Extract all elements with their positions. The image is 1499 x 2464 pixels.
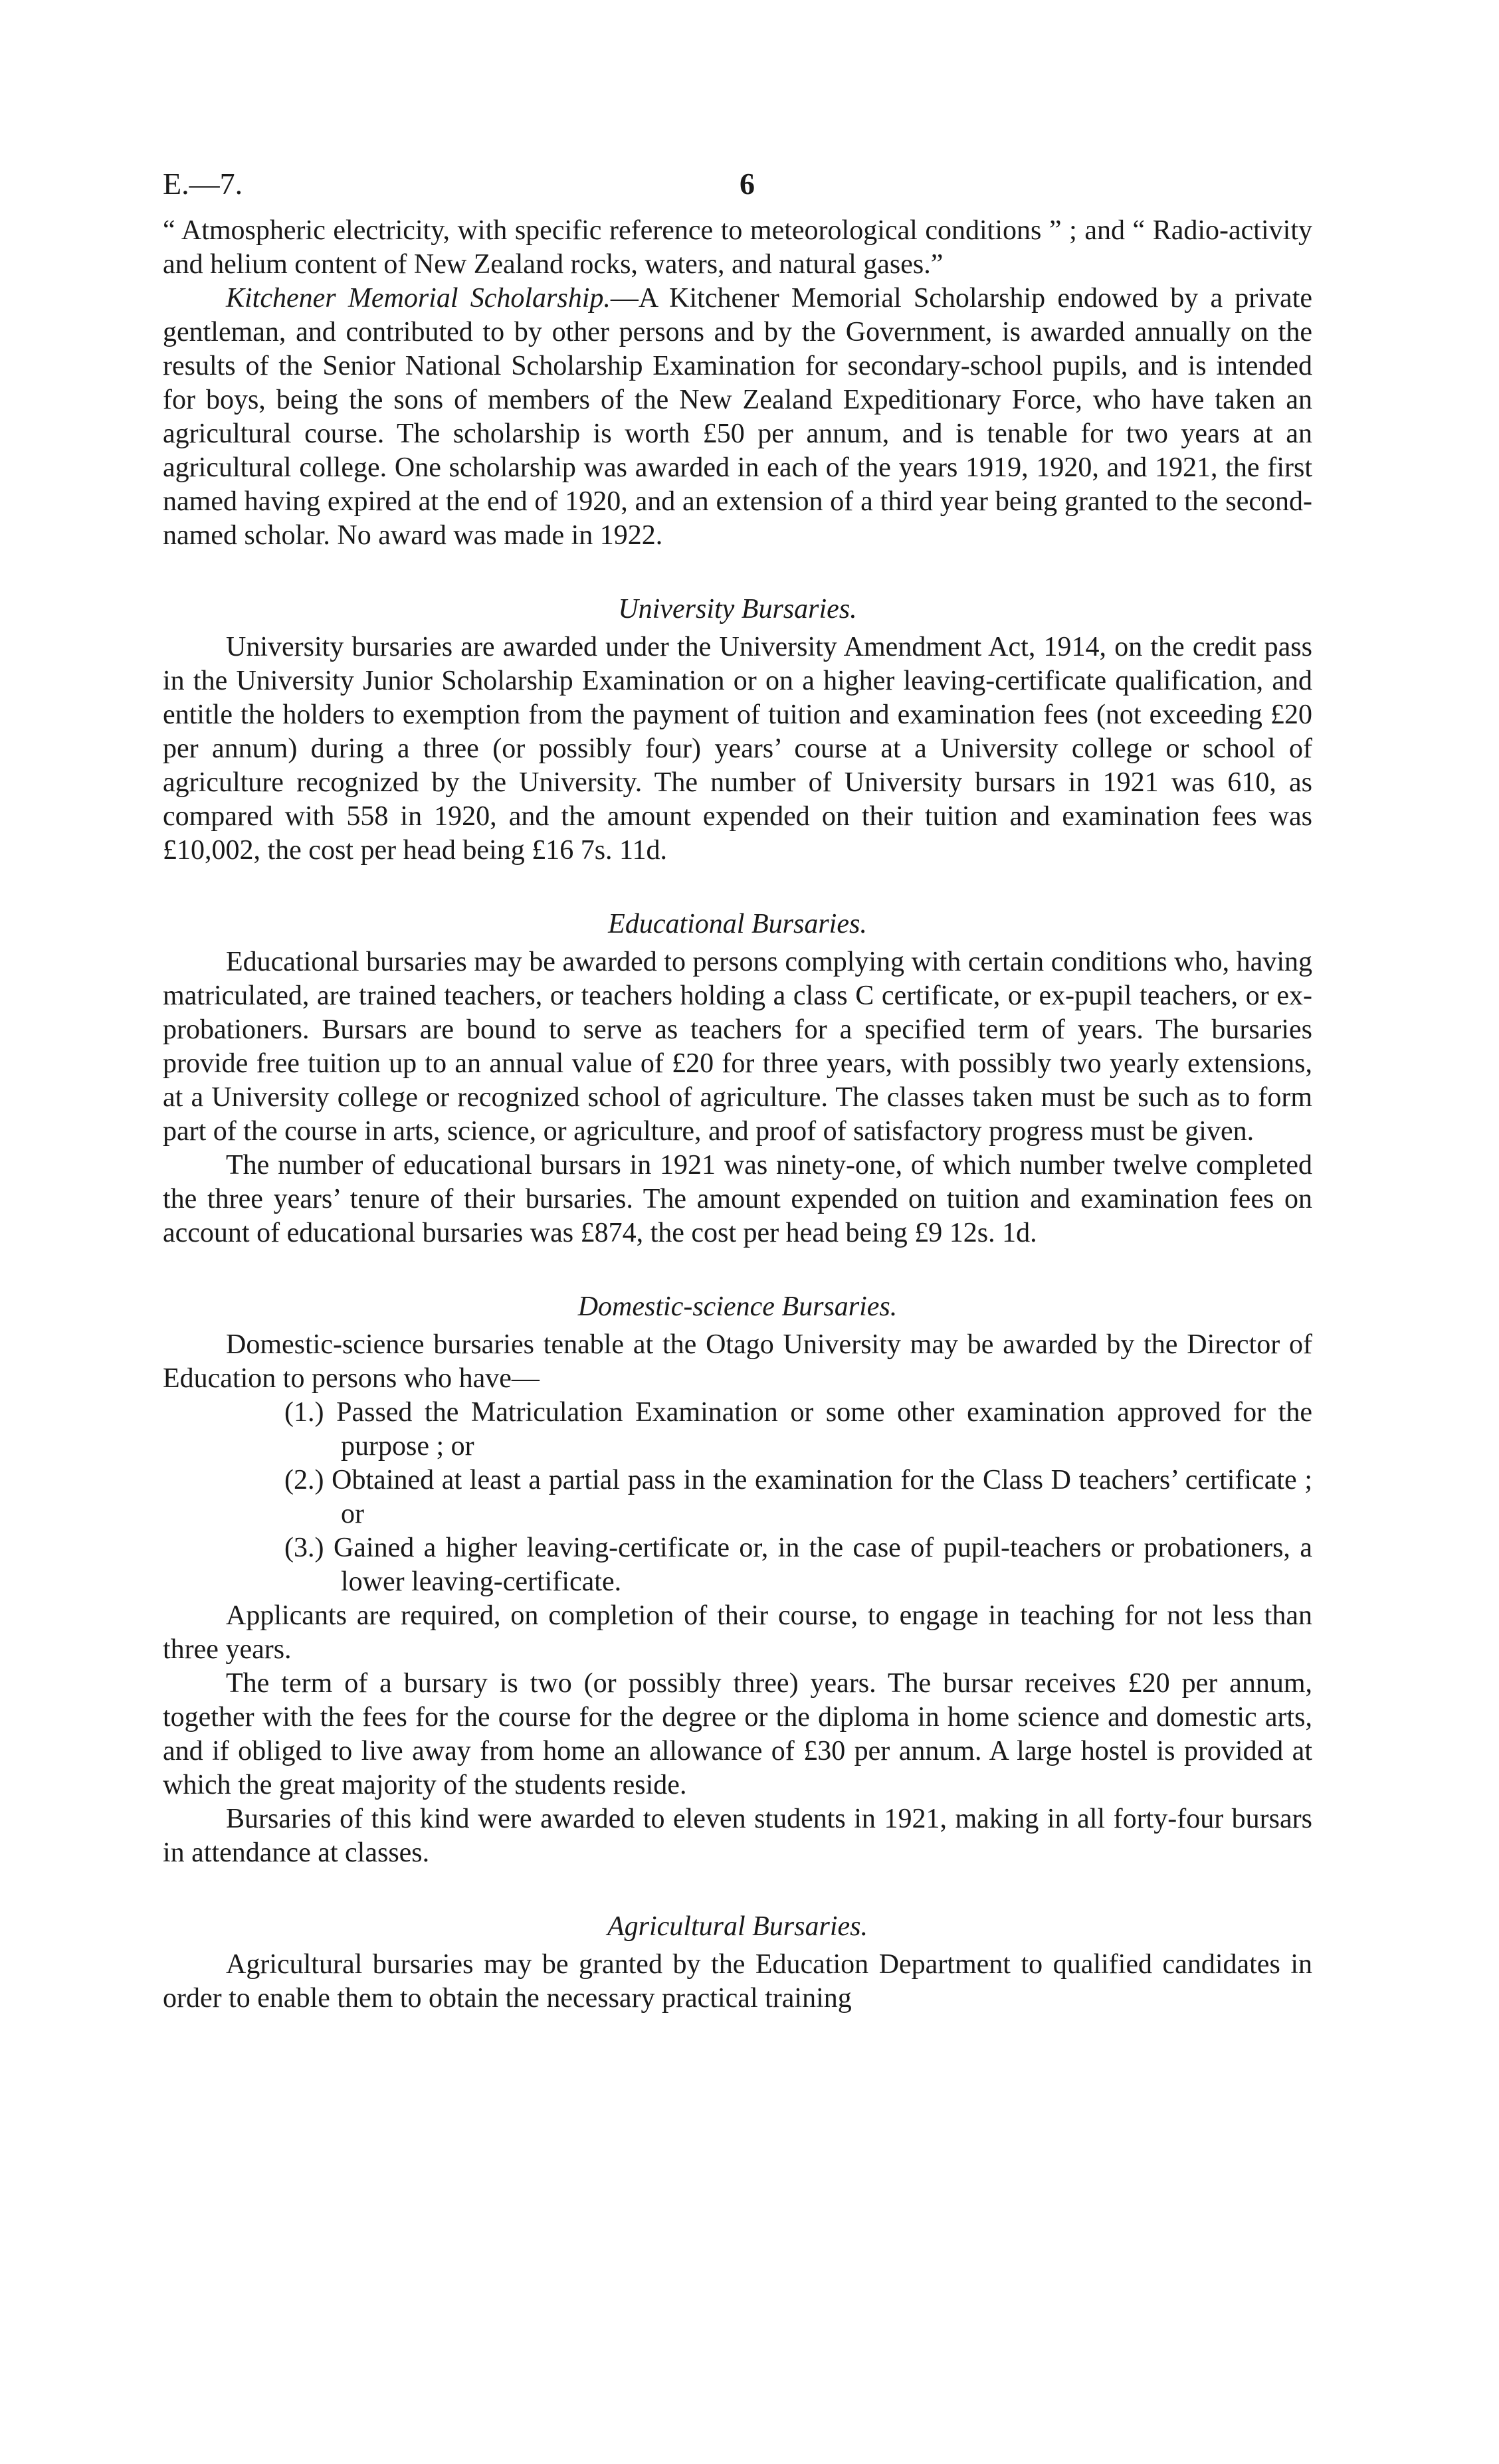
kitchener-title: Kitchener Memorial Scholarship. [226, 283, 611, 314]
list-item [163, 1396, 1312, 1464]
condition-number: (3.) [284, 1533, 324, 1563]
educational-paragraph-1: Educational bursaries may be awarded to persons complying with certain conditions who, having matriculated, are trained teachers, or teachers holding a class C certificate, or ex-pupil teachers, or ex-probationers. Bursars are bound to serve as teachers for a specified term of years. The bursaries provide free tuition up to an annual value of £20 for three years, with possibly two yearly extensions, at a University college or recognized school of agriculture. The classes taken must be such as to form part of the course in arts, science, or agriculture, and proof of satisfactory progress must be given. [163, 947, 1312, 1147]
agricultural-paragraph: Agricultural bursaries may be granted by the Education Department to qualified candidates in order to enable them to obtain the necessary practical training [163, 1949, 1312, 2014]
kitchener-paragraph [163, 282, 1312, 553]
document-reference: E.—7. [163, 167, 243, 201]
page-header [163, 166, 1312, 214]
university-paragraph: University bursaries are awarded under the University Amendment Act, 1914, on the credit pass in the University Junior Scholarship Examination or on a higher leaving-certificate qualification, and entitle the holders to exemption from the payment of tuition and examination fees (not exceeding £20 per annum) during a three (or possibly four) years’ course at a University college or school of agriculture recognized by the University. The number of University bursars in 1921 was 610, as compared with 558 in 1920, and the amount expended on their tuition and examination fees was £10,002, the cost per head being £16 7s. 11d. [163, 632, 1312, 866]
list-item [163, 1531, 1312, 1599]
university-heading: University Bursaries. [618, 594, 857, 624]
domestic-intro: Domestic-science bursaries tenable at the Otago University may be awarded by the Director of Education to persons who have— [163, 1329, 1312, 1394]
condition-number: (2.) [284, 1465, 324, 1495]
page-number: 6 [740, 167, 755, 201]
educational-heading: Educational Bursaries. [608, 909, 867, 939]
domestic-conditions-list [163, 1396, 1312, 1599]
condition-text: Gained a higher leaving-certificate or, in the case of pupil-teachers or probationers, a lower leaving-certificate. [333, 1533, 1312, 1597]
condition-text: Obtained at least a partial pass in the examination for the Class D teachers’ certificate ; or [332, 1465, 1312, 1529]
domestic-paragraph-3: Bursaries of this kind were awarded to eleven students in 1921, making in all forty-four bursars in attendance at classes. [163, 1804, 1312, 1868]
domestic-paragraph-1: Applicants are required, on completion of their course, to engage in teaching for not less than three years. [163, 1600, 1312, 1665]
opening-paragraph: “ Atmospheric electricity, with specific reference to meteorological conditions ” ; and “ Radio-activity and helium content of New Zealand rocks, waters, and natural gases.” [163, 215, 1312, 280]
educational-paragraph-2: The number of educational bursars in 1921 was ninety-one, of which number twelve completed the three years’ tenure of their bursaries. The amount expended on tuition and examination fees on account of educational bursaries was £874, the cost per head being £9 12s. 1d. [163, 1150, 1312, 1248]
domestic-heading: Domestic-science Bursaries. [577, 1291, 898, 1322]
kitchener-text: —A Kitchener Memorial Scholarship endowed by a private gentleman, and contributed to by other persons and by the Government, is awarded annually on the results of the Senior National Scholarship Examination for secondary-school pupils, and is intended for boys, being the sons of members of the New Zealand Expeditionary Force, who have taken an agricultural course. The scholarship is worth £50 per annum, and is tenable for two years at an agricultural college. One scholarship was awarded in each of the years 1919, 1920, and 1921, the first named having expired at the end of 1920, and an extension of a third year being granted to the second-named scholar. No award was made in 1922. [163, 283, 1312, 551]
list-item [163, 1464, 1312, 1531]
agricultural-heading: Agricultural Bursaries. [607, 1911, 868, 1942]
document-page [163, 166, 1312, 2016]
condition-text: Passed the Matriculation Examination or some other examination approved for the purpose ; or [336, 1397, 1313, 1462]
domestic-paragraph-2: The term of a bursary is two (or possibly three) years. The bursar receives £20 per annum, together with the fees for the course for the degree or the diploma in home science and domestic arts, and if obliged to live away from home an allowance of £30 per annum. A large hostel is provided at which the great majority of the students reside. [163, 1668, 1312, 1800]
condition-number: (1.) [284, 1397, 324, 1428]
